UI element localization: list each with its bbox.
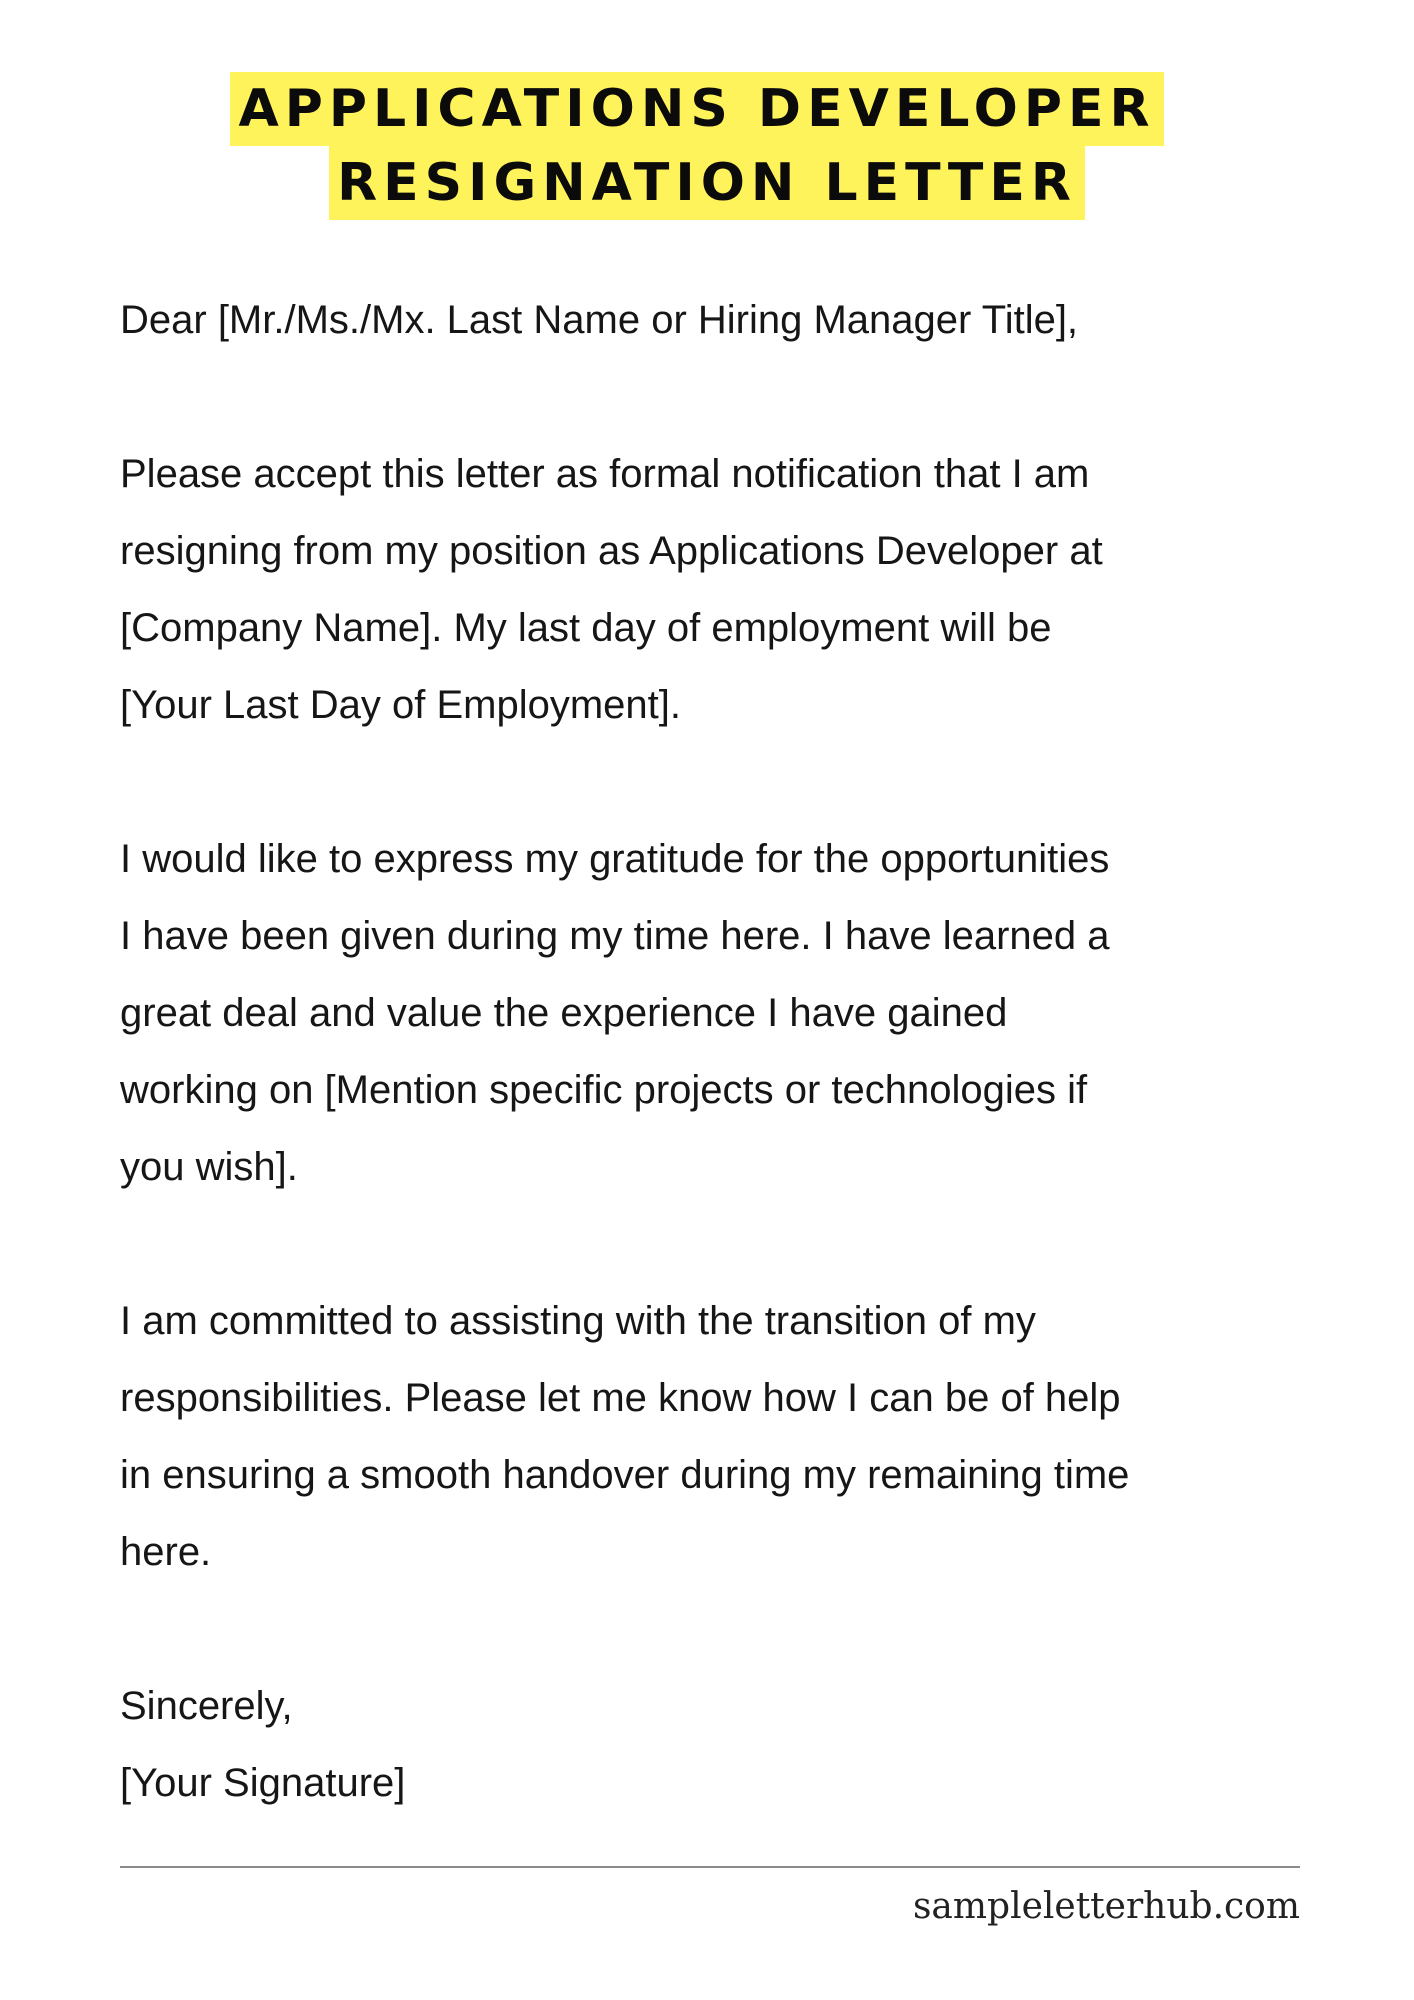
title-line-2: RESIGNATION LETTER [329,146,1085,220]
footer-divider [120,1866,1300,1868]
paragraph-line: in ensuring a smooth handover during my remaining time [120,1453,1130,1497]
salutation: Dear [Mr./Ms./Mx. Last Name or Hiring Manager Title], [120,298,1079,342]
paragraph-1 [120,436,1360,744]
closing: Sincerely, [120,1684,293,1728]
paragraph-line: [Company Name]. My last day of employment will be [120,606,1052,650]
signature-placeholder: [Your Signature] [120,1761,406,1805]
paragraph-line: Please accept this letter as formal notification that I am [120,452,1090,496]
paragraph-line: here. [120,1530,212,1574]
paragraph-line: great deal and value the experience I have gained [120,991,1008,1035]
paragraph-spacer [120,1591,1360,1668]
footer-website: sampleletterhub.com [912,1886,1300,1927]
paragraph-line: you wish]. [120,1145,298,1189]
paragraph-3 [120,1283,1360,1591]
paragraph-line: I have been given during my time here. I have learned a [120,914,1110,958]
paragraph-line: resigning from my position as Applications Developer at [120,529,1103,573]
paragraph-line: I would like to express my gratitude for the opportunities [120,837,1110,881]
letter-body [120,282,1360,1822]
paragraph-spacer [120,744,1360,821]
paragraph-line: responsibilities. Please let me know how I can be of help [120,1376,1121,1420]
paragraph-spacer [120,1206,1360,1283]
title-line-1: APPLICATIONS DEVELOPER [230,72,1163,146]
paragraph-line: working on [Mention specific projects or technologies if [120,1068,1088,1112]
paragraph-2 [120,821,1360,1206]
document-title [0,72,1414,220]
paragraph-line: [Your Last Day of Employment]. [120,683,682,727]
paragraph-spacer [120,359,1360,436]
paragraph-line: I am committed to assisting with the transition of my [120,1299,1036,1343]
